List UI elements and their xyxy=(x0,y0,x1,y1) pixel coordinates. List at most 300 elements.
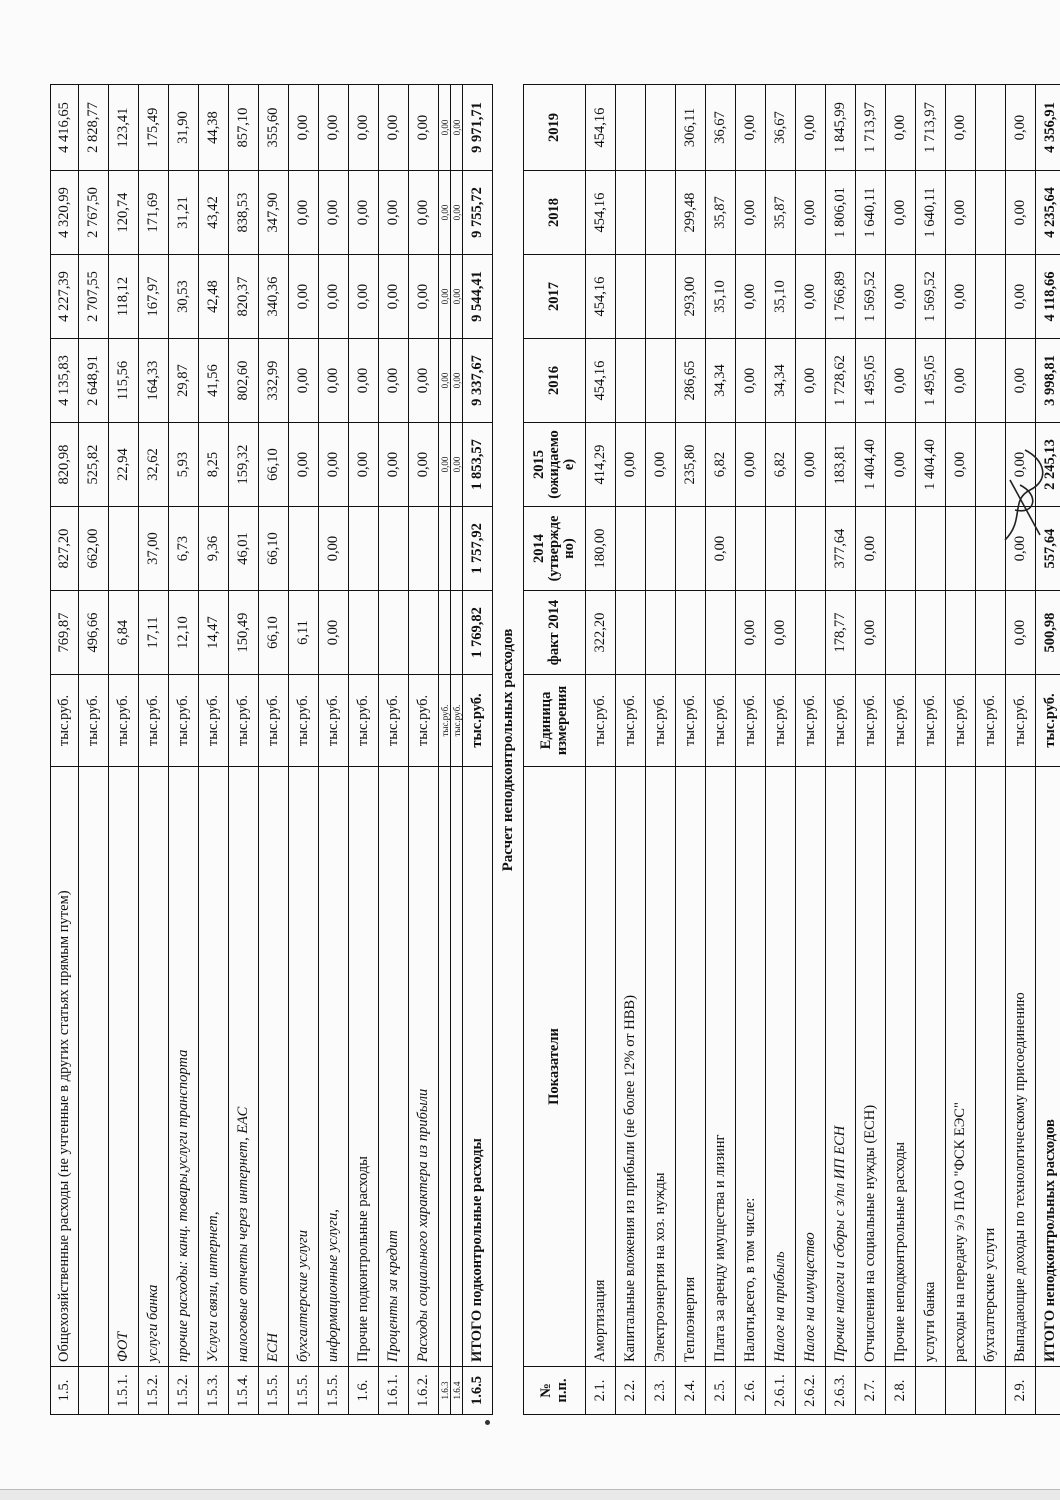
row-value: 0,00 xyxy=(736,423,766,507)
row-code: 2.6.3. xyxy=(826,1367,856,1415)
row-value xyxy=(946,507,976,591)
row-unit: тыс.руб. xyxy=(856,675,886,767)
row-code: 2.2. xyxy=(616,1367,646,1415)
row-name: информационные услуги, xyxy=(319,767,349,1367)
row-value: 322,20 xyxy=(586,591,616,675)
row-value: 167,97 xyxy=(139,255,169,339)
row-unit: тыс.руб. xyxy=(51,675,79,767)
row-unit: тыс.руб. xyxy=(886,675,916,767)
row-name: прочие расходы: канц. товары,услуги транспорта xyxy=(169,767,199,1367)
row-value: 41,56 xyxy=(199,339,229,423)
row-code xyxy=(916,1367,946,1415)
table-row xyxy=(796,85,826,1415)
noncontrollable-costs-body xyxy=(586,85,1060,1415)
row-value: 9 755,72 xyxy=(463,171,493,255)
col-2018-header: 2018 xyxy=(524,171,586,255)
row-value: 4 118,66 xyxy=(1036,255,1060,339)
row-value: 0,00 xyxy=(796,255,826,339)
row-value: 2 767,50 xyxy=(79,171,109,255)
row-value: 0,00 xyxy=(439,255,451,339)
row-value: 0,00 xyxy=(886,423,916,507)
scan-speck xyxy=(485,1420,490,1425)
row-value: 0,00 xyxy=(289,171,319,255)
row-value: 150,49 xyxy=(229,591,259,675)
table-row xyxy=(946,85,976,1415)
row-code: 2.4. xyxy=(676,1367,706,1415)
row-value: 1 569,52 xyxy=(856,255,886,339)
row-unit: тыс.руб. xyxy=(766,675,796,767)
row-value: 0,00 xyxy=(886,85,916,171)
row-value: 0,00 xyxy=(409,423,439,507)
row-value: 0,00 xyxy=(379,255,409,339)
row-value: 35,10 xyxy=(706,255,736,339)
row-value: 286,65 xyxy=(676,339,706,423)
row-value: 32,62 xyxy=(139,423,169,507)
row-value: 29,87 xyxy=(169,339,199,423)
row-value: 1 806,01 xyxy=(826,171,856,255)
row-value xyxy=(616,591,646,675)
row-value: 496,66 xyxy=(79,591,109,675)
row-value: 120,74 xyxy=(109,171,139,255)
row-value: 171,69 xyxy=(139,171,169,255)
row-value xyxy=(646,85,676,171)
row-value: 0,00 xyxy=(736,591,766,675)
row-value: 0,00 xyxy=(856,591,886,675)
row-code: 1.5.5. xyxy=(259,1367,289,1415)
row-value: 414,29 xyxy=(586,423,616,507)
table-row xyxy=(916,85,946,1415)
row-value: 0,00 xyxy=(946,85,976,171)
table-row xyxy=(79,85,109,1415)
table-row xyxy=(319,85,349,1415)
table-row xyxy=(676,85,706,1415)
table-row xyxy=(349,85,379,1415)
row-value: 115,56 xyxy=(109,339,139,423)
table-row xyxy=(289,85,319,1415)
row-value: 4 320,99 xyxy=(51,171,79,255)
row-unit: тыс.руб. xyxy=(379,675,409,767)
row-name: Выпадающие доходы по технологическому присоединению xyxy=(1006,767,1036,1367)
row-value xyxy=(646,591,676,675)
row-value xyxy=(976,255,1006,339)
row-value xyxy=(766,507,796,591)
row-value xyxy=(976,171,1006,255)
row-name: Налог на имущество xyxy=(796,767,826,1367)
row-value: 1 845,99 xyxy=(826,85,856,171)
row-value: 9 971,71 xyxy=(463,85,493,171)
row-code: 1.5.1. xyxy=(109,1367,139,1415)
row-value xyxy=(616,507,646,591)
row-value xyxy=(886,507,916,591)
row-value: 159,32 xyxy=(229,423,259,507)
table-row xyxy=(409,85,439,1415)
row-value: 66,10 xyxy=(259,507,289,591)
table-row xyxy=(169,85,199,1415)
row-value: 8,25 xyxy=(199,423,229,507)
row-value: 31,90 xyxy=(169,85,199,171)
row-value xyxy=(616,255,646,339)
row-value: 4 135,83 xyxy=(51,339,79,423)
row-name: Прочие налоги и сборы с з/пл ИП ЕСН xyxy=(826,767,856,1367)
row-value: 1 769,82 xyxy=(463,591,493,675)
row-code: 1.5.5. xyxy=(319,1367,349,1415)
row-value: 293,00 xyxy=(676,255,706,339)
table-row xyxy=(766,85,796,1415)
noncontrollable-title: Расчет неподконтрольных расходов xyxy=(500,628,516,872)
row-name: ФОТ xyxy=(109,767,139,1367)
row-value: 164,33 xyxy=(139,339,169,423)
row-name: Теплоэнергия xyxy=(676,767,706,1367)
table-row xyxy=(856,85,886,1415)
row-value: 340,36 xyxy=(259,255,289,339)
table-row xyxy=(826,85,856,1415)
row-value xyxy=(976,591,1006,675)
row-value: 0,00 xyxy=(856,507,886,591)
row-value: 2 707,55 xyxy=(79,255,109,339)
row-value xyxy=(646,255,676,339)
row-value: 0,00 xyxy=(1006,591,1036,675)
row-code: 2.9. xyxy=(1006,1367,1036,1415)
row-value: 377,64 xyxy=(826,507,856,591)
row-name: ЕСН xyxy=(259,767,289,1367)
row-code: 1.5. xyxy=(51,1367,79,1415)
row-name xyxy=(451,767,463,1367)
row-value: 0,00 xyxy=(451,423,463,507)
row-value: 0,00 xyxy=(886,339,916,423)
row-value: 0,00 xyxy=(796,339,826,423)
row-value xyxy=(451,591,463,675)
col-fact2014-header: факт 2014 xyxy=(524,591,586,675)
row-value: 802,60 xyxy=(229,339,259,423)
row-value: 1 757,92 xyxy=(463,507,493,591)
row-unit: тыс.руб. xyxy=(676,675,706,767)
controllable-costs-body xyxy=(51,85,493,1415)
row-unit: тыс.руб. xyxy=(289,675,319,767)
row-value xyxy=(451,507,463,591)
row-value: 4 235,64 xyxy=(1036,171,1060,255)
row-value: 35,87 xyxy=(706,171,736,255)
row-code: 1.6.2. xyxy=(409,1367,439,1415)
row-value xyxy=(616,171,646,255)
row-value: 0,00 xyxy=(616,423,646,507)
table-row xyxy=(51,85,79,1415)
row-value: 0,00 xyxy=(379,423,409,507)
col-2014-approved-header: 2014 (утвержде но) xyxy=(524,507,586,591)
row-value: 0,00 xyxy=(319,339,349,423)
row-value: 0,00 xyxy=(349,339,379,423)
row-value: 0,00 xyxy=(451,339,463,423)
signature-mark xyxy=(995,440,1055,550)
row-code: 1.5.2. xyxy=(139,1367,169,1415)
row-value: 118,12 xyxy=(109,255,139,339)
row-value: 42,48 xyxy=(199,255,229,339)
row-value: 2 828,77 xyxy=(79,85,109,171)
row-unit: тыс.руб. xyxy=(139,675,169,767)
row-unit: тыс.руб. xyxy=(616,675,646,767)
row-code: 1.6.4 xyxy=(451,1367,463,1415)
row-value: 37,00 xyxy=(139,507,169,591)
row-value: 0,00 xyxy=(736,339,766,423)
row-value: 0,00 xyxy=(1006,507,1036,591)
row-value: 0,00 xyxy=(946,255,976,339)
row-value: 0,00 xyxy=(349,85,379,171)
row-unit: тыс.руб. xyxy=(259,675,289,767)
table-row xyxy=(139,85,169,1415)
row-value: 0,00 xyxy=(946,171,976,255)
row-unit: тыс.руб. xyxy=(916,675,946,767)
row-value: 0,00 xyxy=(1006,85,1036,171)
table-row xyxy=(706,85,736,1415)
row-value: 235,80 xyxy=(676,423,706,507)
table-row xyxy=(199,85,229,1415)
table-row xyxy=(616,85,646,1415)
row-value: 4 416,65 xyxy=(51,85,79,171)
row-value: 34,34 xyxy=(706,339,736,423)
row-value: 178,77 xyxy=(826,591,856,675)
row-value: 31,21 xyxy=(169,171,199,255)
col-num-header: № п.п. xyxy=(524,1367,586,1415)
row-name: Услуги связи, интернет, xyxy=(199,767,229,1367)
row-value: 17,11 xyxy=(139,591,169,675)
row-value: 0,00 xyxy=(409,339,439,423)
row-value: 820,98 xyxy=(51,423,79,507)
row-value xyxy=(439,591,451,675)
row-value: 0,00 xyxy=(409,85,439,171)
row-unit: тыс.руб. xyxy=(1036,675,1060,767)
row-value: 1 728,62 xyxy=(826,339,856,423)
table-row xyxy=(1006,85,1036,1415)
row-unit: тыс.руб. xyxy=(439,675,451,767)
row-value: 820,37 xyxy=(229,255,259,339)
row-code: 2.6. xyxy=(736,1367,766,1415)
row-value: 1 853,57 xyxy=(463,423,493,507)
col-unit-header: Единица измерения xyxy=(524,675,586,767)
row-code xyxy=(79,1367,109,1415)
row-value xyxy=(676,507,706,591)
row-value: 454,16 xyxy=(586,171,616,255)
row-value: 34,34 xyxy=(766,339,796,423)
table-row xyxy=(439,85,451,1415)
row-value xyxy=(916,507,946,591)
row-value: 0,00 xyxy=(646,423,676,507)
row-code: 1.6. xyxy=(349,1367,379,1415)
row-value: 43,42 xyxy=(199,171,229,255)
row-value: 0,00 xyxy=(289,423,319,507)
row-code xyxy=(976,1367,1006,1415)
col-name-header: Показатели xyxy=(524,767,586,1367)
row-value: 4 227,39 xyxy=(51,255,79,339)
row-code xyxy=(946,1367,976,1415)
table-row xyxy=(586,85,616,1415)
row-value xyxy=(646,171,676,255)
col-2016-header: 2016 xyxy=(524,339,586,423)
row-name: Электроэнергия на хоз. нужды xyxy=(646,767,676,1367)
row-value xyxy=(379,591,409,675)
row-code: 1.6.1. xyxy=(379,1367,409,1415)
row-value: 1 404,40 xyxy=(856,423,886,507)
row-value: 0,00 xyxy=(706,507,736,591)
row-value: 1 569,52 xyxy=(916,255,946,339)
row-value: 0,00 xyxy=(451,171,463,255)
row-value: 2 245,13 xyxy=(1036,423,1060,507)
row-value: 3 998,81 xyxy=(1036,339,1060,423)
row-value: 0,00 xyxy=(319,423,349,507)
row-value: 36,67 xyxy=(766,85,796,171)
table-row xyxy=(451,85,463,1415)
table-row xyxy=(229,85,259,1415)
row-name: Налог на прибыль xyxy=(766,767,796,1367)
row-value: 0,00 xyxy=(289,85,319,171)
row-value: 1 766,89 xyxy=(826,255,856,339)
row-value: 0,00 xyxy=(349,171,379,255)
row-value xyxy=(706,591,736,675)
header-row xyxy=(524,85,586,1415)
row-value: 454,16 xyxy=(586,339,616,423)
row-value: 6,73 xyxy=(169,507,199,591)
row-value: 0,00 xyxy=(319,171,349,255)
row-name: ИТОГО неподконтрольных расходов xyxy=(1036,767,1060,1367)
row-value: 9 337,67 xyxy=(463,339,493,423)
row-value: 1 404,40 xyxy=(916,423,946,507)
row-value: 0,00 xyxy=(451,85,463,171)
scan-bottom-edge xyxy=(0,1489,1060,1500)
row-code: 1.5.2. xyxy=(169,1367,199,1415)
row-value: 0,00 xyxy=(946,423,976,507)
row-value: 332,99 xyxy=(259,339,289,423)
row-value xyxy=(349,507,379,591)
row-value: 12,10 xyxy=(169,591,199,675)
row-value: 0,00 xyxy=(1006,171,1036,255)
row-unit: тыс.руб. xyxy=(646,675,676,767)
row-value xyxy=(676,591,706,675)
controllable-costs-table xyxy=(50,84,493,1415)
row-name: Прочие подконтрольные расходы xyxy=(349,767,379,1367)
row-code xyxy=(1036,1367,1060,1415)
row-value: 5,93 xyxy=(169,423,199,507)
row-value: 0,00 xyxy=(736,255,766,339)
row-value: 827,20 xyxy=(51,507,79,591)
row-value: 0,00 xyxy=(1006,423,1036,507)
row-value: 0,00 xyxy=(319,507,349,591)
row-name: услуги банка xyxy=(916,767,946,1367)
row-value xyxy=(646,507,676,591)
row-value xyxy=(886,591,916,675)
row-unit: тыс.руб. xyxy=(1006,675,1036,767)
row-name: Расходы социального характера из прибыли xyxy=(409,767,439,1367)
row-name: услуги банка xyxy=(139,767,169,1367)
row-value: 0,00 xyxy=(439,423,451,507)
row-value xyxy=(409,591,439,675)
row-value: 0,00 xyxy=(439,85,451,171)
row-value: 0,00 xyxy=(379,171,409,255)
table-row xyxy=(109,85,139,1415)
table-row xyxy=(886,85,916,1415)
row-code: 1.5.4. xyxy=(229,1367,259,1415)
row-value: 0,00 xyxy=(736,171,766,255)
row-value: 6,11 xyxy=(289,591,319,675)
row-name: Амортизация xyxy=(586,767,616,1367)
row-code: 2.1. xyxy=(586,1367,616,1415)
col-2017-header: 2017 xyxy=(524,255,586,339)
row-code: 2.6.1. xyxy=(766,1367,796,1415)
row-unit: тыс.руб. xyxy=(229,675,259,767)
row-value: 0,00 xyxy=(439,339,451,423)
row-value: 0,00 xyxy=(1006,339,1036,423)
row-unit: тыс.руб. xyxy=(706,675,736,767)
row-value xyxy=(916,591,946,675)
row-value xyxy=(439,507,451,591)
row-value: 6,82 xyxy=(706,423,736,507)
row-value: 0,00 xyxy=(439,171,451,255)
row-unit: тыс.руб. xyxy=(169,675,199,767)
row-value: 1 713,97 xyxy=(916,85,946,171)
row-value xyxy=(646,339,676,423)
row-unit: тыс.руб. xyxy=(451,675,463,767)
row-value: 299,48 xyxy=(676,171,706,255)
row-value xyxy=(379,507,409,591)
row-code: 2.5. xyxy=(706,1367,736,1415)
table-row xyxy=(463,85,493,1415)
row-value: 0,00 xyxy=(379,339,409,423)
row-name xyxy=(439,767,451,1367)
row-value: 0,00 xyxy=(1006,255,1036,339)
row-value: 2 648,91 xyxy=(79,339,109,423)
row-value: 0,00 xyxy=(946,339,976,423)
row-value xyxy=(616,85,646,171)
row-name: Отчисления на социальные нужды (ЕСН) xyxy=(856,767,886,1367)
row-value: 6,82 xyxy=(766,423,796,507)
row-name: Капитальные вложения из прибыли (не более 12% от НВВ) xyxy=(616,767,646,1367)
row-value: 1 713,97 xyxy=(856,85,886,171)
row-name: Прочие неподконтрольные расходы xyxy=(886,767,916,1367)
row-value: 525,82 xyxy=(79,423,109,507)
row-value: 0,00 xyxy=(796,171,826,255)
row-value: 35,10 xyxy=(766,255,796,339)
table-row xyxy=(1036,85,1060,1415)
row-value: 9,36 xyxy=(199,507,229,591)
row-code: 1.6.5 xyxy=(463,1367,493,1415)
row-value: 123,41 xyxy=(109,85,139,171)
row-unit: тыс.руб. xyxy=(826,675,856,767)
row-value: 355,60 xyxy=(259,85,289,171)
row-value: 0,00 xyxy=(766,591,796,675)
row-value: 0,00 xyxy=(319,85,349,171)
row-unit: тыс.руб. xyxy=(736,675,766,767)
row-value xyxy=(976,339,1006,423)
row-value: 14,47 xyxy=(199,591,229,675)
row-code: 2.6.2. xyxy=(796,1367,826,1415)
row-value: 1 640,11 xyxy=(916,171,946,255)
row-value: 22,94 xyxy=(109,423,139,507)
row-value: 500,98 xyxy=(1036,591,1060,675)
row-unit: тыс.руб. xyxy=(463,675,493,767)
row-value: 454,16 xyxy=(586,255,616,339)
table-row xyxy=(976,85,1006,1415)
row-value: 0,00 xyxy=(796,423,826,507)
row-name: налоговые отчеты через интернет, ЕАС xyxy=(229,767,259,1367)
row-name xyxy=(79,767,109,1367)
row-code: 2.8. xyxy=(886,1367,916,1415)
row-value xyxy=(109,507,139,591)
row-unit: тыс.руб. xyxy=(109,675,139,767)
row-value xyxy=(736,507,766,591)
row-value: 180,00 xyxy=(586,507,616,591)
row-value: 0,00 xyxy=(409,171,439,255)
row-value: 662,00 xyxy=(79,507,109,591)
row-unit: тыс.руб. xyxy=(409,675,439,767)
row-value: 0,00 xyxy=(349,423,379,507)
row-value: 454,16 xyxy=(586,85,616,171)
